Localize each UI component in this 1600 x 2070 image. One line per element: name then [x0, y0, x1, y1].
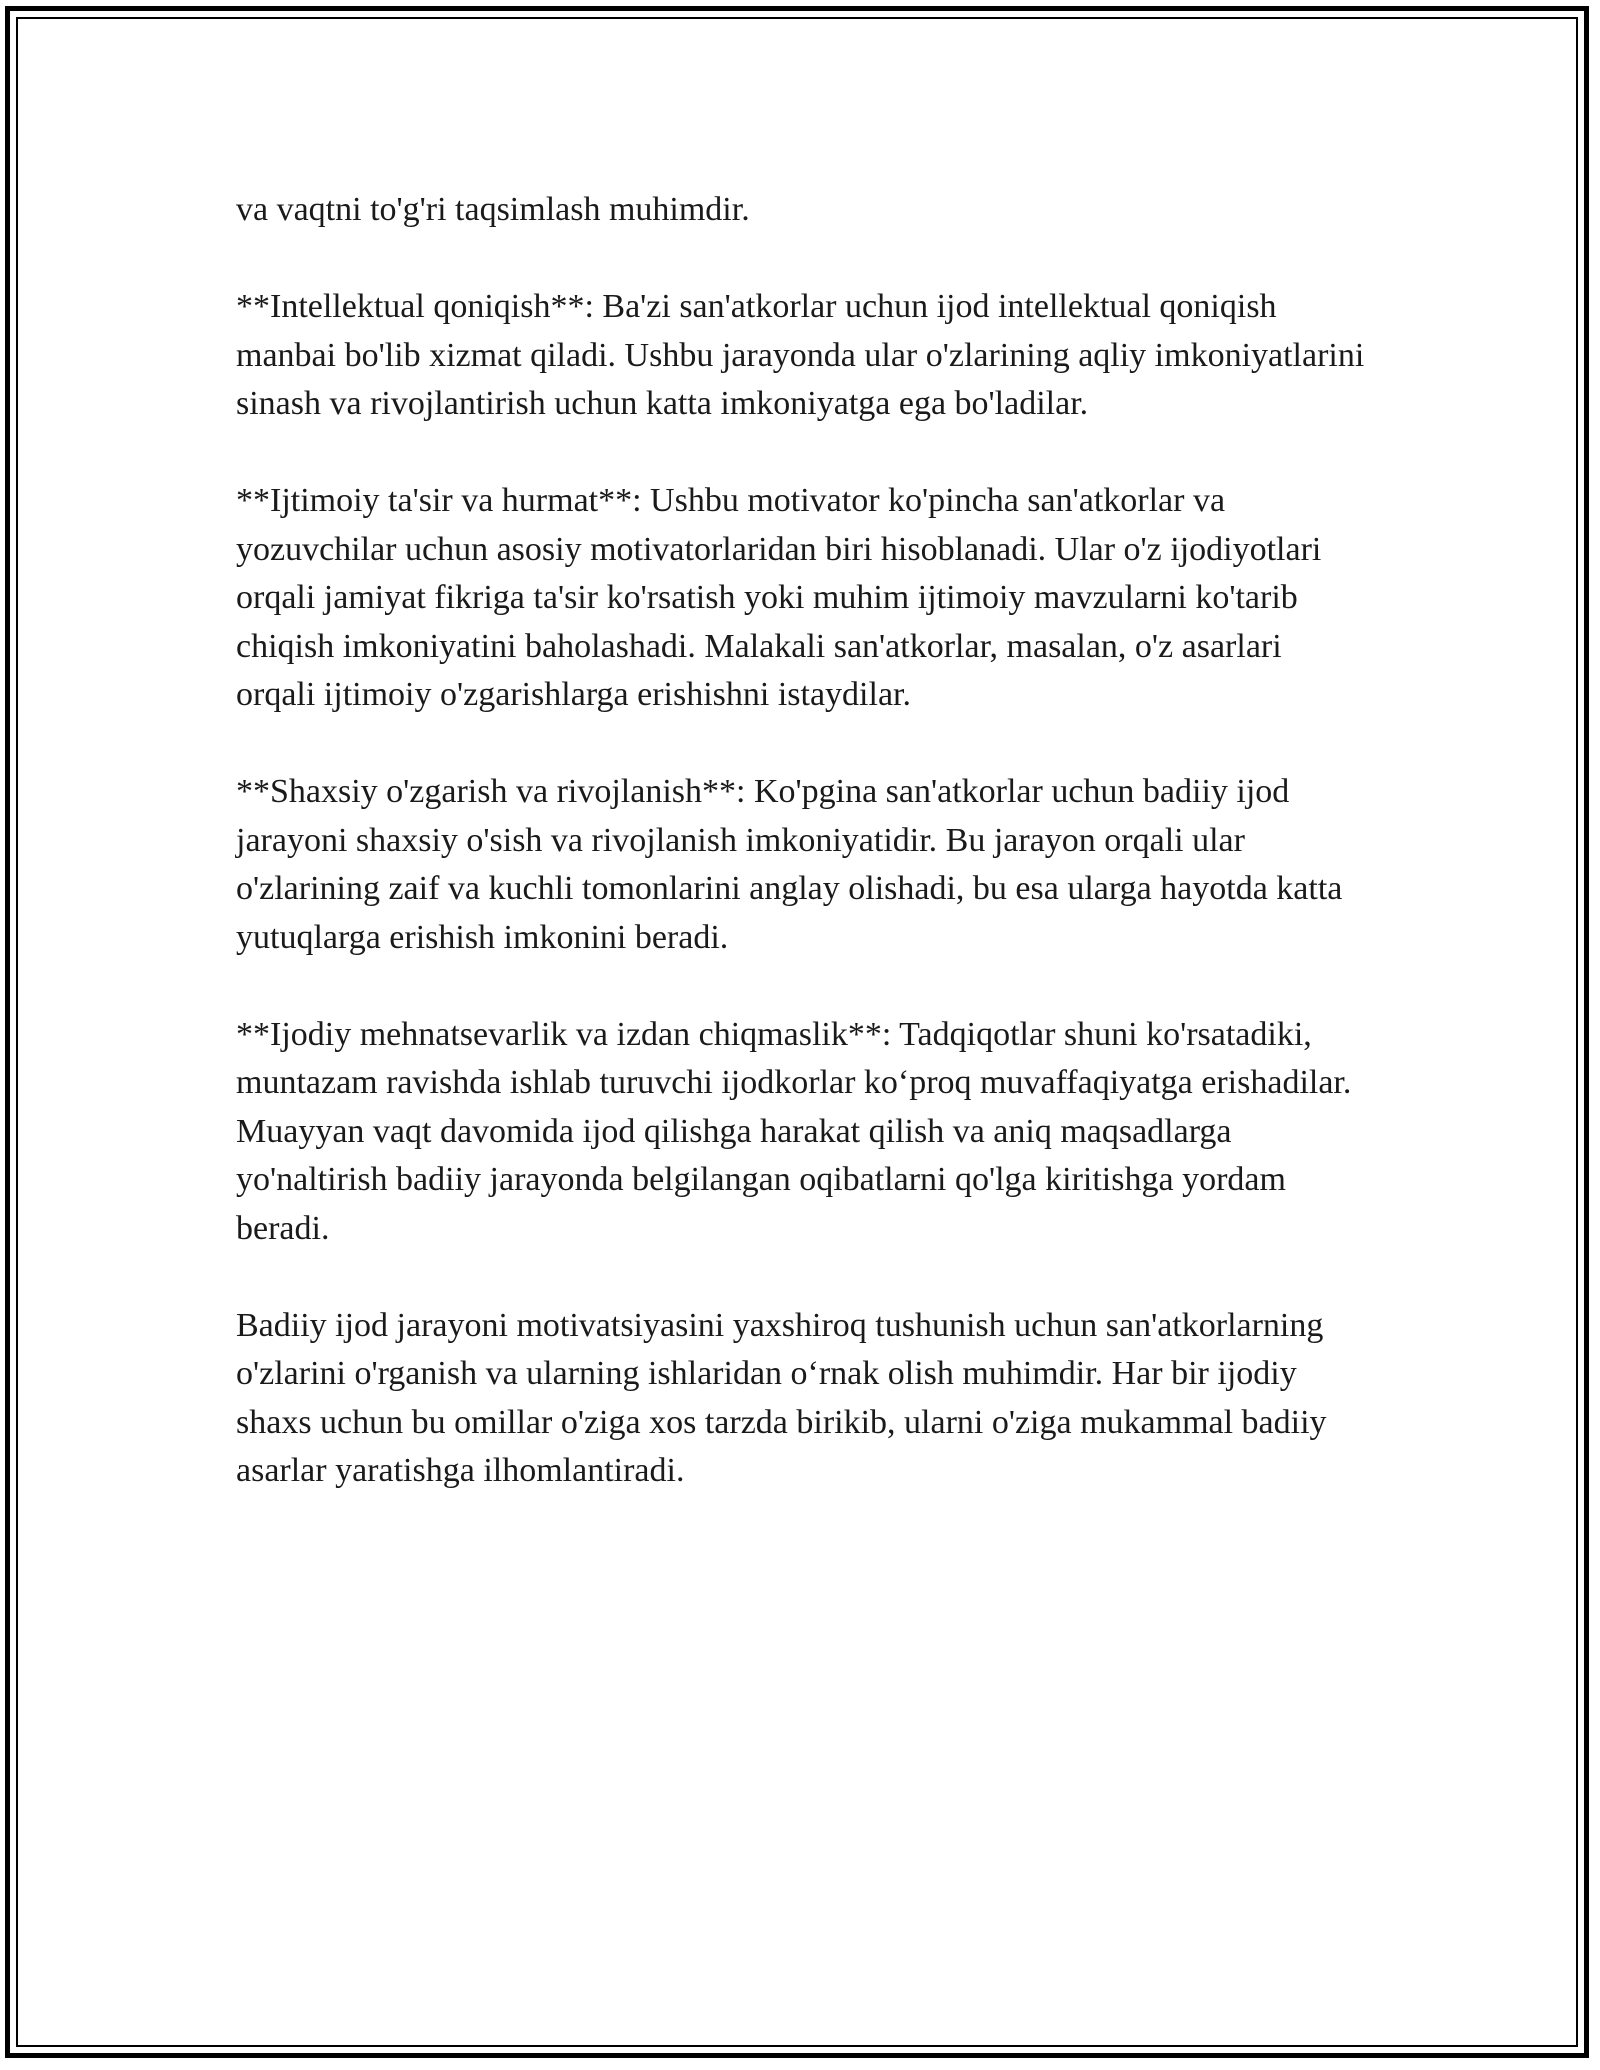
paragraph-ijodiy-mehnatsevarlik: **Ijodiy mehnatsevarlik va izdan chiqmaslik**: Tadqiqotlar shuni ko'rsatadiki, muntazam ravishda ishlab turuvchi ijodkorlar ko‘proq muvaffaqiyatga erishadilar. Muayyan vaqt davomida ijod qilishga harakat qilish va aniq maqsadlarga yo'naltirish badiiy jarayonda belgilangan oqibatlarni qo'lga kiritishga yordam beradi.	[236, 1015, 1352, 1247]
paragraph-continuation: va vaqtni to'g'ri taqsimlash muhimdir.	[236, 191, 750, 228]
paragraph-intellektual-qoniqish: **Intellektual qoniqish**: Ba'zi san'atkorlar uchun ijod intellektual qoniqish manbai bo'lib xizmat qiladi. Ushbu jarayonda ular o'zlarining aqliy imkoniyatlarini sinash va rivojlantirish uchun katta imkoniyatga ega bo'ladilar.	[236, 288, 1365, 422]
paragraph-shaxsiy-ozgarish: **Shaxsiy o'zgarish va rivojlanish**: Ko'pgina san'atkorlar uchun badiiy ijod jarayoni shaxsiy o'sish va rivojlanish imkoniyatidir. Bu jarayon orqali ular o'zlarining zaif va kuchli tomonlarini anglay olishadi, bu esa ularga hayotda katta yutuqlarga erishish imkonini beradi.	[236, 773, 1343, 956]
paragraph-conclusion: Badiiy ijod jarayoni motivatsiyasini yaxshiroq tushunish uchun san'atkorlarning o'zlarini o'rganish va ularning ishlaridan o‘rnak olish muhimdir. Har bir ijodiy shaxs uchun bu omillar o'ziga xos tarzda birikib, ularni o'ziga mukammal badiiy asarlar yaratishga ilhomlantiradi.	[236, 1306, 1327, 1489]
document-body	[236, 186, 1366, 1544]
paragraph-ijtimoiy-tasir: **Ijtimoiy ta'sir va hurmat**: Ushbu motivator ko'pincha san'atkorlar va yozuvchilar uchun asosiy motivatorlaridan biri hisoblanadi. Ular o'z ijodiyotlari orqali jamiyat fikriga ta'sir ko'rsatish yoki muhim ijtimoiy mavzularni ko'tarib chiqish imkoniyatini baholashadi. Malakali san'atkorlar, masalan, o'z asarlari orqali ijtimoiy o'zgarishlarga erishishni istaydilar.	[236, 482, 1322, 713]
